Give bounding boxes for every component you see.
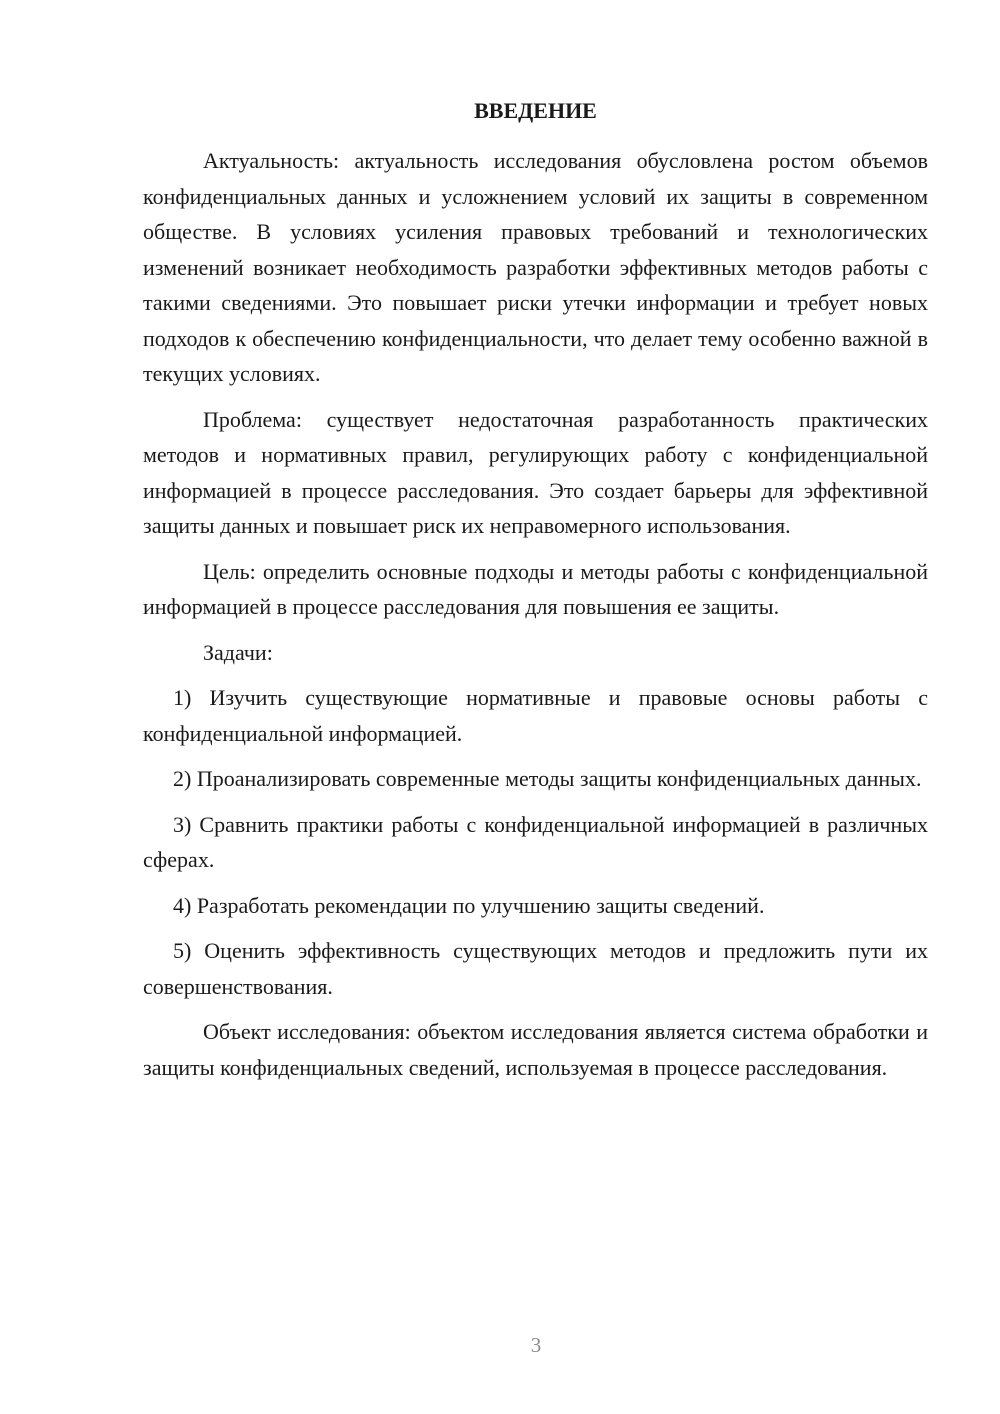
task-item-1: 1) Изучить существующие нормативные и правовые основы работы с конфиденциальной информацией. — [143, 685, 928, 746]
paragraph-relevance: Актуальность: актуальность исследования обусловлена ростом объемов конфиденциальных данных и усложнением условий их защиты в современном обществе. В условиях усиления правовых требований и технологических изменений возникает необходимость разработки эффективных методов работы с такими сведениями. Это повышает риски утечки информации и требует новых подходов к обеспечению конфиденциальности, что делает тему особенно важной в текущих условиях. — [143, 148, 928, 386]
task-item-3: 3) Сравнить практики работы с конфиденциальной информацией в различных сферах. — [143, 811, 928, 872]
task-item-5: 5) Оценить эффективность существующих методов и предложить пути их совершенствования. — [143, 938, 928, 999]
paragraph-goal: Цель: определить основные подходы и методы работы с конфиденциальной информацией в процессе расследования для повышения ее защиты. — [143, 558, 928, 619]
page-number: 3 — [530, 1333, 542, 1357]
task-item-4: 4) Разработать рекомендации по улучшению защиты сведений. — [173, 892, 765, 918]
page-title: ВВЕДЕНИЕ — [474, 98, 597, 123]
tasks-heading: Задачи: — [203, 639, 273, 665]
paragraph-object: Объект исследования: объектом исследования является система обработки и защиты конфиденциальных сведений, используемая в процессе расследования. — [143, 1019, 928, 1080]
task-item-2: 2) Проанализировать современные методы защиты конфиденциальных данных. — [173, 766, 922, 791]
document-body — [143, 143, 928, 1095]
paragraph-problem: Проблема: существует недостаточная разработанность практических методов и нормативных правил, регулирующих работу с конфиденциальной информацией в процессе расследования. Это создает барьеры для эффективной защиты данных и повышает риск их неправомерного использования. — [143, 406, 928, 538]
